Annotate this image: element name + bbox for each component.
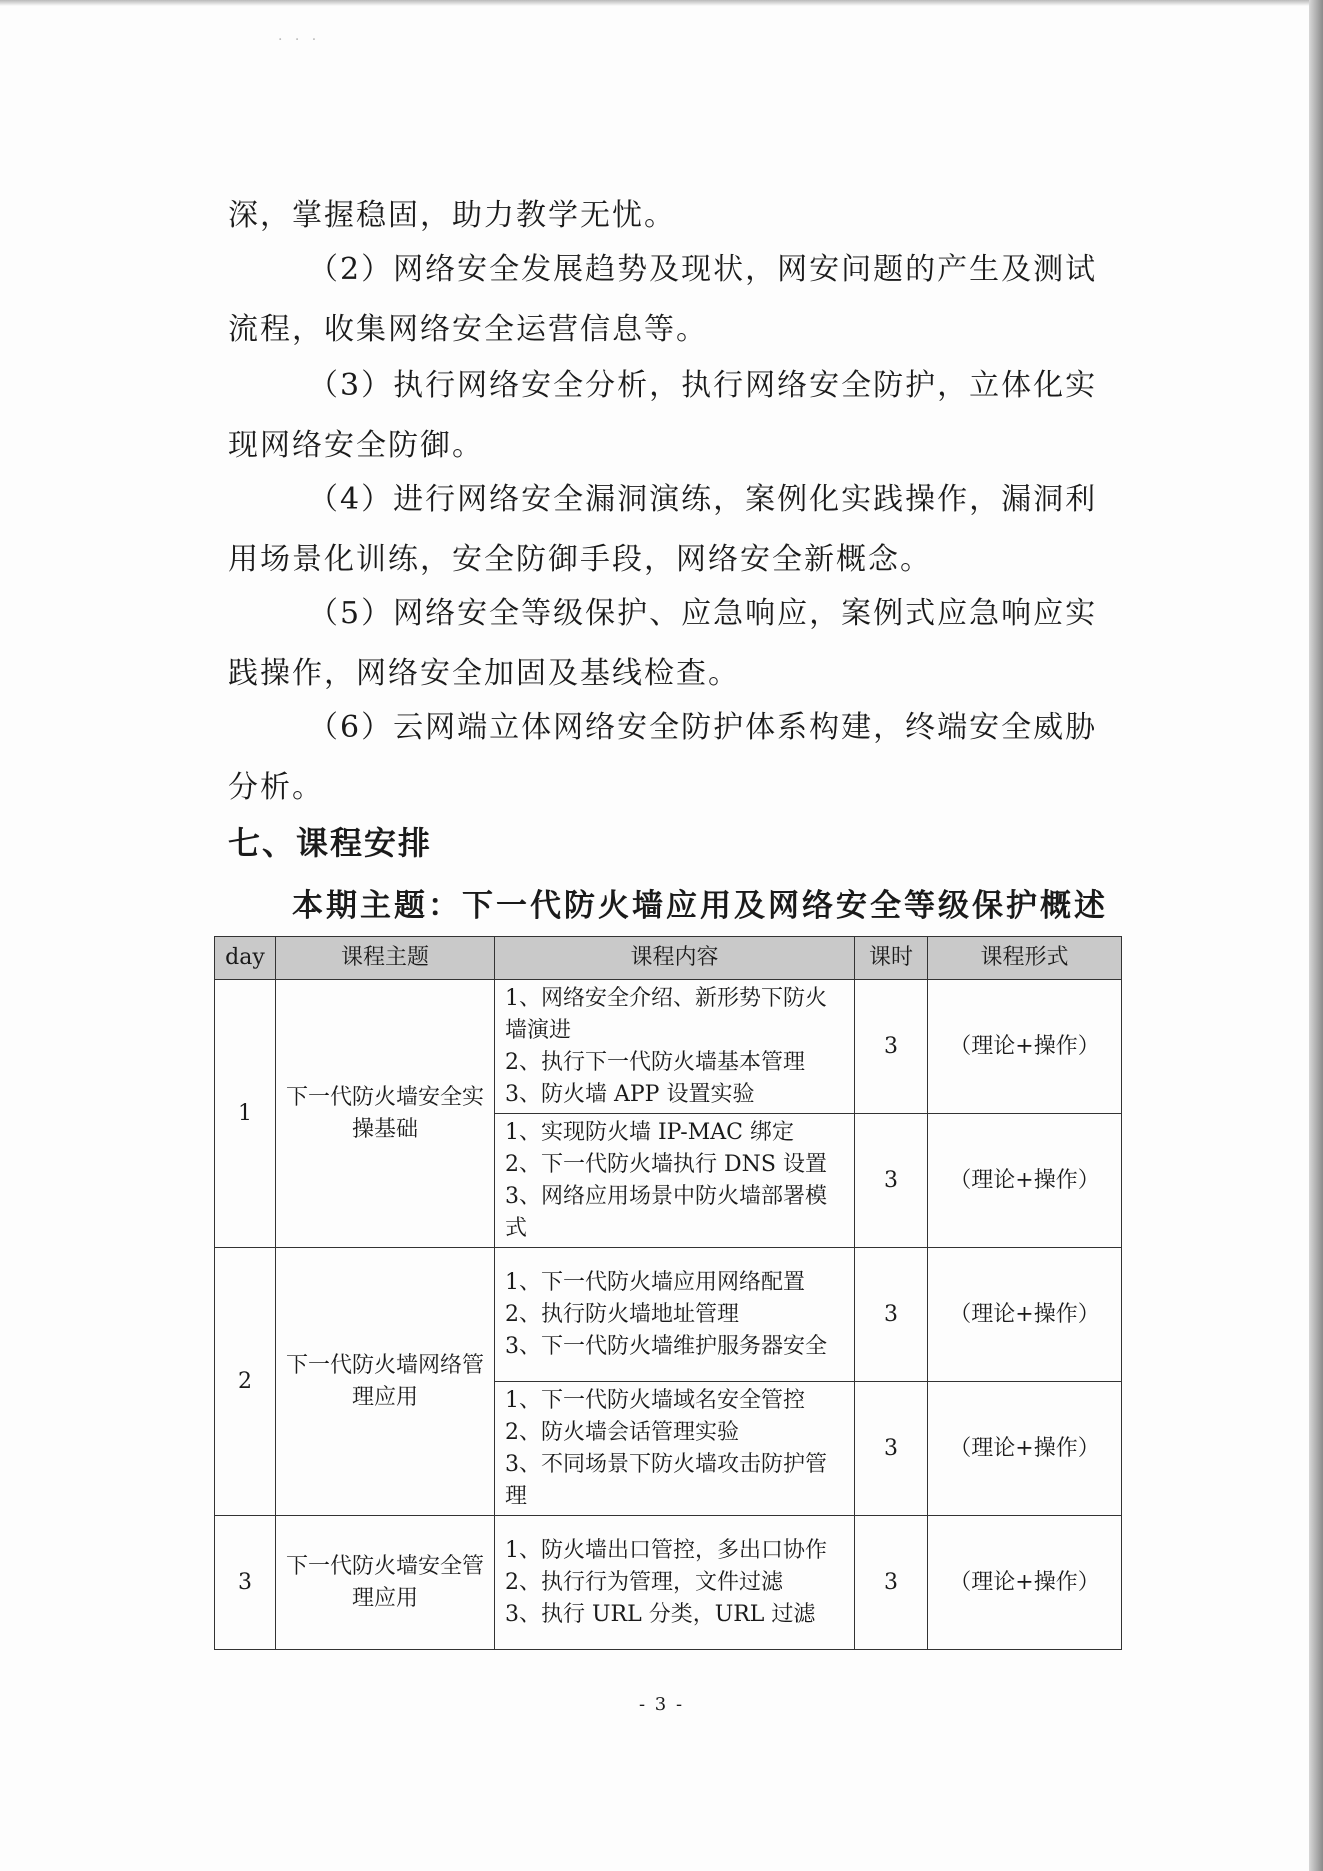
day-cell: 3 <box>215 1516 276 1650</box>
content-line: 1、下一代防火墙域名安全管控 <box>505 1387 805 1413</box>
scan-artifact: · · · <box>278 32 321 48</box>
scan-top-edge <box>0 0 1323 6</box>
content-line: 1、网络安全介绍、新形势下防火墙演进 <box>505 985 827 1043</box>
paragraph-item-4: （4）进行网络安全漏洞演练，案例化实践操作，漏洞利用场景化训练，安全防御手段，网络安全新概念。 <box>228 482 1098 577</box>
content-line: 3、执行 URL 分类，URL 过滤 <box>505 1601 816 1627</box>
form-cell: （理论+操作） <box>928 1516 1122 1650</box>
form-cell: （理论+操作） <box>928 1248 1122 1382</box>
form-cell: （理论+操作） <box>928 980 1122 1114</box>
content-line: 3、不同场景下防火墙攻击防护管理 <box>505 1451 827 1509</box>
content-line: 2、执行行为管理，文件过滤 <box>505 1569 783 1595</box>
topic-cell: 下一代防火墙网络管理应用 <box>276 1248 495 1516</box>
content-cell <box>495 980 855 1114</box>
header-hours: 课时 <box>855 937 928 980</box>
paragraph-item-6: （6）云网端立体网络安全防护体系构建，终端安全威胁分析。 <box>228 710 1098 805</box>
course-schedule-table <box>214 936 1122 1650</box>
content-line: 1、防火墙出口管控，多出口协作 <box>505 1537 827 1563</box>
form-cell: （理论+操作） <box>928 1382 1122 1516</box>
hours-cell: 3 <box>855 1114 928 1248</box>
content-line: 2、执行防火墙地址管理 <box>505 1301 739 1327</box>
content-cell <box>495 1114 855 1248</box>
header-form: 课程形式 <box>928 937 1122 980</box>
content-cell <box>495 1248 855 1382</box>
day-cell: 1 <box>215 980 276 1248</box>
section-heading: 七、课程安排 <box>228 824 433 862</box>
content-cell <box>495 1382 855 1516</box>
content-line: 1、实现防火墙 IP-MAC 绑定 <box>505 1119 794 1145</box>
table-row <box>215 1248 1122 1382</box>
content-cell <box>495 1516 855 1650</box>
content-line: 3、下一代防火墙维护服务器安全 <box>505 1333 827 1359</box>
content-line: 2、下一代防火墙执行 DNS 设置 <box>505 1151 827 1177</box>
topic-cell: 下一代防火墙安全管理应用 <box>276 1516 495 1650</box>
hours-cell: 3 <box>855 1516 928 1650</box>
page-number: - 3 - <box>638 1694 685 1715</box>
theme-subtitle: 本期主题：下一代防火墙应用及网络安全等级保护概述 <box>292 888 1108 924</box>
hours-cell: 3 <box>855 1382 928 1516</box>
paragraph-continuation: 深，掌握稳固，助力教学无忧。 <box>228 198 676 233</box>
paragraph-item-2: （2）网络安全发展趋势及现状，网安问题的产生及测试流程，收集网络安全运营信息等。 <box>228 252 1098 347</box>
form-cell: （理论+操作） <box>928 1114 1122 1248</box>
header-day: day <box>215 937 276 980</box>
content-line: 1、下一代防火墙应用网络配置 <box>505 1269 805 1295</box>
scan-right-edge <box>1309 0 1323 1871</box>
content-line: 2、防火墙会话管理实验 <box>505 1419 739 1445</box>
header-content: 课程内容 <box>495 937 855 980</box>
header-topic: 课程主题 <box>276 937 495 980</box>
hours-cell: 3 <box>855 1248 928 1382</box>
table-row <box>215 980 1122 1114</box>
content-line: 3、网络应用场景中防火墙部署模式 <box>505 1183 827 1241</box>
content-line: 3、防火墙 APP 设置实验 <box>505 1081 755 1107</box>
topic-cell: 下一代防火墙安全实操基础 <box>276 980 495 1248</box>
table-header-row <box>215 937 1122 980</box>
content-line: 2、执行下一代防火墙基本管理 <box>505 1049 805 1075</box>
table-row <box>215 1516 1122 1650</box>
day-cell: 2 <box>215 1248 276 1516</box>
paragraph-item-5: （5）网络安全等级保护、应急响应，案例式应急响应实践操作，网络安全加固及基线检查。 <box>228 596 1098 691</box>
paragraph-item-3: （3）执行网络安全分析，执行网络安全防护，立体化实现网络安全防御。 <box>228 368 1098 463</box>
hours-cell: 3 <box>855 980 928 1114</box>
